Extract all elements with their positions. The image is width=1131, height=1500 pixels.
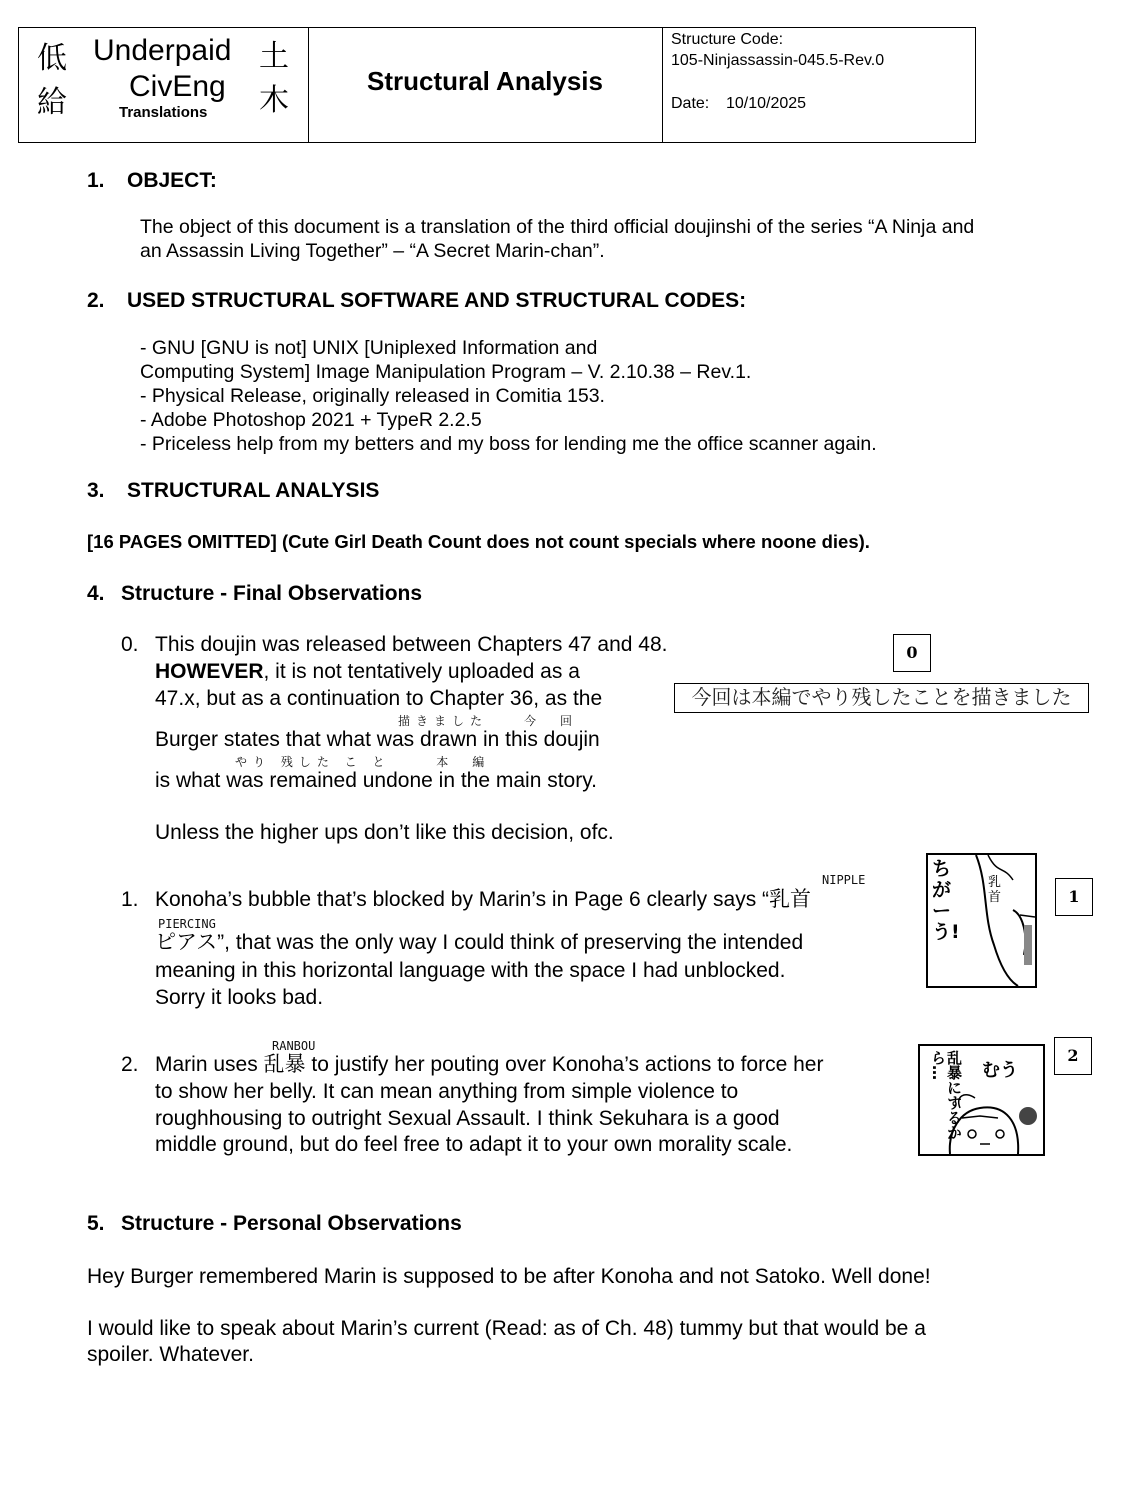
header-table (18, 27, 976, 143)
logo-line-1: Underpaid (93, 34, 232, 67)
software-line-2: Computing System] Image Manipulation Program – V. 2.10.38 – Rev.1. (140, 361, 752, 383)
software-line-5: - Priceless help from my betters and my boss for lending me the office scanner again. (140, 433, 877, 455)
obs-1-ruby-nipple: NIPPLE (822, 873, 866, 887)
section-4-title: Structure - Final Observations (121, 582, 423, 605)
obs-1-line-2: ピアス”, that was the only way I could think of preserving the intended (155, 931, 804, 954)
obs-1-line-3: meaning in this horizontal language with the space I had unblocked. (155, 959, 786, 982)
obs-0-line-5: is what was remained undone in the main story. (155, 769, 598, 792)
obs-0-line-6: Unless the higher ups don’t like this decision, ofc. (155, 821, 614, 844)
panel-2-sfx: むう (982, 1060, 1018, 1081)
software-line-3: - Physical Release, originally released in Comitia 153. (140, 385, 605, 407)
meta-cell (662, 28, 975, 142)
section-1-title: OBJECT: (127, 169, 217, 192)
obs-1-ruby-piercing: PIERCING (158, 917, 216, 931)
obs-0-line-4: Burger states that what was drawn in this doujin (155, 728, 600, 751)
section-3-title: STRUCTURAL ANALYSIS (127, 479, 380, 502)
logo-kanji-right-bottom: 木 (259, 83, 289, 118)
personal-obs-1: Hey Burger remembered Marin is supposed to be after Konoha and not Satoko. Well done! (87, 1265, 931, 1288)
structure-code-label: Structure Code: (671, 31, 784, 48)
obs-0-line-2 (155, 659, 580, 685)
obs-2-ruby-ranbou: RANBOU (272, 1039, 316, 1053)
figure-tag-0: 0 (893, 634, 931, 672)
panel-1-small-text: 乳首 (988, 875, 1002, 905)
obs-0-ruby-2: やり 残した こ と 本 編 (235, 755, 491, 769)
obs-2-line-2: to show her belly. It can mean anything from simple violence to (155, 1080, 739, 1103)
section-5-number: 5. (87, 1212, 105, 1235)
panel-2-text: 乱暴にするから… (929, 1050, 963, 1140)
section-4-number: 4. (87, 582, 105, 605)
software-line-4: - Adobe Photoshop 2021 + TypeR 2.2.5 (140, 409, 482, 431)
document-title: Structural Analysis (366, 66, 603, 96)
section-1-number: 1. (87, 169, 105, 192)
obs-2-number: 2. (121, 1053, 139, 1076)
logo-line-2: CivEng (129, 70, 226, 103)
section-2-number: 2. (87, 289, 105, 312)
date-value: 10/10/2025 (726, 95, 807, 112)
obs-0-line-1: This doujin was released between Chapters 47 and 48. (155, 633, 668, 656)
obs-0-number: 0. (121, 633, 139, 656)
object-line-1: The object of this document is a translation of the third official doujinshi of the series “A Ninja and (140, 216, 975, 238)
software-line-1: - GNU [GNU is not] UNIX [Uniplexed Information and (140, 337, 598, 359)
manga-panel-1 (926, 853, 1037, 988)
logo-cell (19, 28, 309, 142)
section-3-number: 3. (87, 479, 105, 502)
manga-panel-2 (918, 1044, 1045, 1156)
structure-code-value: 105-Ninjassassin-045.5-Rev.0 (671, 52, 885, 69)
personal-obs-2-line-1: I would like to speak about Marin’s current (Read: as of Ch. 48) tummy but that would be a (87, 1317, 926, 1340)
japanese-quote-box: 今回は本編でやり残したことを描きました (674, 683, 1089, 713)
section-2-title: USED STRUCTURAL SOFTWARE AND STRUCTURAL CODES: (127, 289, 747, 312)
title-cell (308, 28, 663, 142)
obs-1-number: 1. (121, 888, 139, 911)
obs-2-line-1: Marin uses 乱暴 to justify her pouting over Konoha’s actions to force her (155, 1053, 824, 1076)
obs-0-however: HOWEVER (155, 660, 264, 683)
personal-obs-2-line-2: spoiler. Whatever. (87, 1343, 254, 1366)
pages-omitted-note: [16 PAGES OMITTED] (Cute Girl Death Count does not count specials where noone dies). (87, 531, 870, 552)
object-line-2: an Assassin Living Together” – “A Secret Marin-chan”. (140, 240, 605, 262)
date-label: Date: (671, 95, 710, 112)
obs-2-line-4: middle ground, but do feel free to adapt it to your own morality scale. (155, 1133, 793, 1156)
logo-line-3: Translations (119, 104, 208, 121)
obs-2-line-3: roughhousing to outright Sexual Assault. I think Sekuhara is a good (155, 1107, 780, 1130)
logo-kanji-left-bottom: 給 (37, 85, 67, 120)
panel-1-text: ちがーう! (932, 858, 960, 943)
obs-0-line-2-rest: , it is not tentatively uploaded as a (263, 660, 580, 683)
obs-1-line-4: Sorry it looks bad. (155, 986, 324, 1009)
logo-kanji-left-top: 低 (37, 41, 67, 76)
logo-kanji-right-top: 土 (259, 39, 289, 74)
obs-1-line-1: Konoha’s bubble that’s blocked by Marin’s in Page 6 clearly says “乳首 (155, 888, 812, 911)
section-5-title: Structure - Personal Observations (121, 1212, 462, 1235)
obs-0-line-3: 47.x, but as a continuation to Chapter 36, as the (155, 687, 603, 710)
figure-tag-2: 2 (1054, 1037, 1092, 1075)
obs-0-ruby-1: 描きました 今 回 (398, 714, 579, 728)
figure-tag-1: 1 (1055, 878, 1093, 916)
